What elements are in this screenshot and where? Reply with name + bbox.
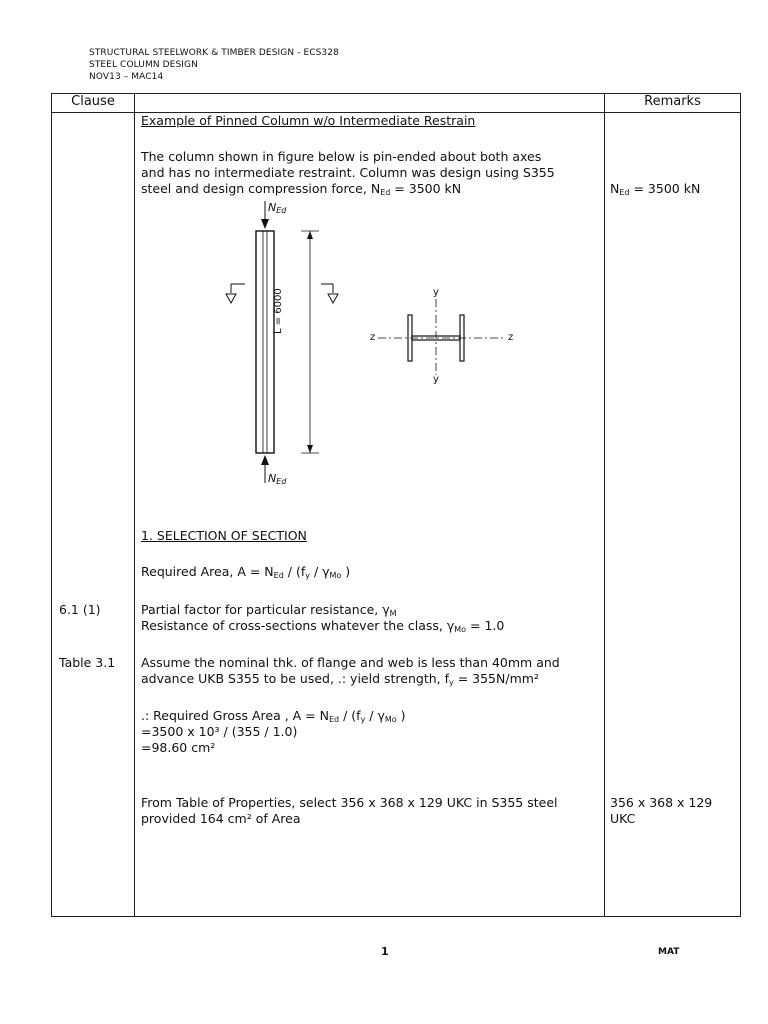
section-heading: 1. SELECTION OF SECTION	[141, 528, 307, 543]
design-table	[51, 93, 741, 917]
assumption-line-2: advance UKB S355 to be used, .: yield strength, $f_y = 355N/mm^2$	[141, 671, 539, 687]
selection-line-2: provided 164 cm² of Area	[141, 811, 301, 826]
remarks-column-header: Remarks	[605, 94, 741, 113]
clause-cell	[52, 113, 135, 917]
bottom-load-label: $N_{Ed}$	[268, 472, 287, 486]
content-cell	[135, 113, 605, 917]
axis-y-top-label: y	[433, 287, 439, 298]
gross-area-formula: .: Required Gross Area , $A = N_{Ed} / (f_y / \gamma_{Mo}$ )	[141, 708, 406, 724]
remark-ned: $N_{Ed} = 3500$ kN	[610, 181, 701, 197]
axis-z-left-label: z	[370, 332, 376, 343]
example-title: Example of Pinned Column w/o Intermediate Restrain	[141, 113, 476, 128]
top-load-label: $N_{Ed}$	[268, 201, 287, 215]
content-column-header	[135, 94, 605, 113]
axis-y-bottom-label: y	[433, 374, 439, 385]
assumption-line-1: Assume the nominal thk. of flange and web is less than 40mm and	[141, 655, 560, 670]
remarks-cell	[605, 113, 741, 917]
page-number: 1	[381, 945, 389, 958]
column-figure	[135, 113, 605, 498]
partial-factor-text: Partial factor for particular resistance, $\gamma_M$	[141, 602, 397, 618]
intro-line-3: steel and design compression force, $N_{Ed} = 3500$ kN	[141, 181, 462, 197]
column-member	[256, 231, 274, 453]
bottom-load-arrow-head	[261, 455, 269, 465]
doc-header-session: NOV13 – MAC14	[89, 72, 164, 82]
top-load-arrow-head	[261, 219, 269, 229]
doc-header-course: STRUCTURAL STEELWORK & TIMBER DESIGN - ECS328	[89, 48, 339, 58]
remark-section-line-1: 356 x 368 x 129	[610, 795, 713, 810]
intro-line-2: and has no intermediate restraint. Column was design using S355	[141, 165, 555, 180]
i-section-crosssection	[378, 299, 505, 375]
footer-initials: MAT	[658, 947, 680, 957]
clause-table-3-1: Table 3.1	[59, 655, 116, 670]
clause-column-header: Clause	[52, 94, 135, 113]
axis-z-right-label: z	[508, 332, 514, 343]
remark-section-line-2: UKC	[610, 811, 636, 826]
length-dimension-label: L = 6000	[273, 288, 284, 334]
doc-header-topic: STEEL COLUMN DESIGN	[89, 60, 198, 70]
required-area-formula: Required Area, $A = N_{Ed} / (f_y / \gamma_{Mo}$ )	[141, 564, 351, 580]
calc-line-1: =3500 x 10³ / (355 / 1.0)	[141, 724, 298, 739]
calc-line-2: =98.60 cm²	[141, 740, 216, 755]
resistance-text: Resistance of cross-sections whatever the class, $\gamma_{Mo} = 1.0$	[141, 618, 505, 634]
selection-line-1: From Table of Properties, select 356 x 368 x 129 UKC in S355 steel	[141, 795, 558, 810]
intro-line-1: The column shown in figure below is pin-ended about both axes	[141, 149, 542, 164]
clause-6-1-1: 6.1 (1)	[59, 602, 101, 617]
